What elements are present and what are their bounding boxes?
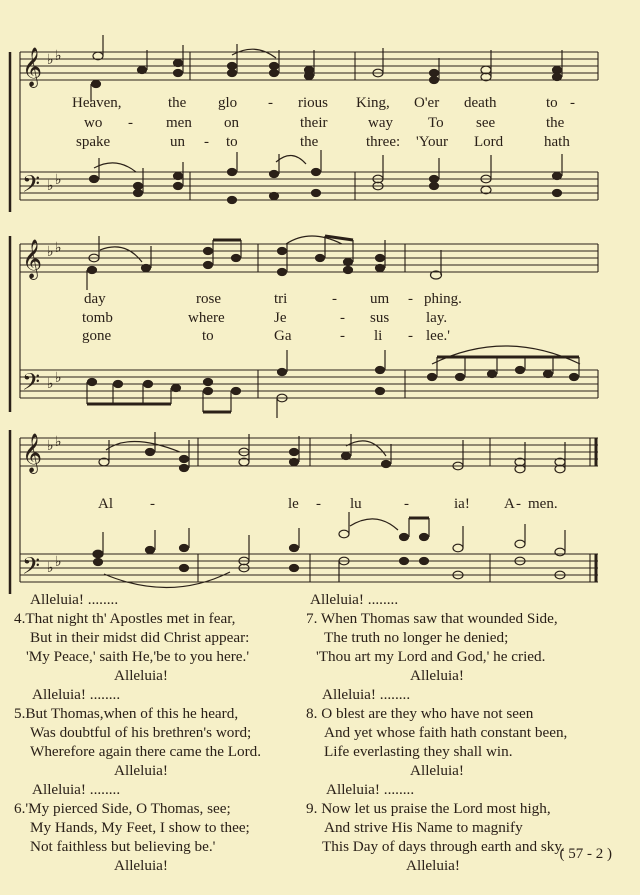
system-3-clefs bbox=[22, 433, 62, 585]
lyric: Ga bbox=[274, 328, 292, 344]
lyric: see bbox=[476, 115, 496, 131]
verse-line: Life everlasting they shall win. bbox=[324, 743, 513, 760]
lyric: - bbox=[570, 95, 575, 111]
lyric: li bbox=[374, 328, 383, 344]
lyric: tri bbox=[274, 291, 288, 307]
lyric: lee.' bbox=[426, 328, 450, 344]
lyric: Je bbox=[274, 310, 287, 326]
lyric: the bbox=[300, 134, 319, 150]
svg-text:𝄢: 𝄢 bbox=[22, 552, 41, 585]
verse-line: 7. When Thomas saw that wounded Side, bbox=[306, 610, 558, 627]
lyric: - bbox=[516, 496, 521, 512]
lyric: King, bbox=[356, 95, 390, 111]
lyric: lu bbox=[350, 496, 362, 512]
lyric: - bbox=[128, 115, 133, 131]
lyric: way bbox=[368, 115, 393, 131]
lyric: the bbox=[546, 115, 565, 131]
svg-text:♭: ♭ bbox=[55, 434, 62, 450]
lyric: To bbox=[428, 115, 444, 131]
lyric: - bbox=[150, 496, 155, 512]
svg-text:♭: ♭ bbox=[47, 376, 54, 392]
verse-line: Alleluia! bbox=[410, 667, 464, 684]
lyric: death bbox=[464, 95, 497, 111]
lyric: wo bbox=[84, 115, 103, 131]
lyric: men. bbox=[528, 496, 558, 512]
verse-line: 'My Peace,' saith He,'be to you here.' bbox=[26, 648, 250, 665]
verse-line: Alleluia! bbox=[406, 857, 460, 874]
lyric: - bbox=[340, 328, 345, 344]
svg-text:𝄞: 𝄞 bbox=[22, 239, 43, 279]
svg-text:𝄞: 𝄞 bbox=[22, 433, 43, 473]
verse-line: But in their midst did Christ appear: bbox=[30, 629, 250, 646]
verse-line: Alleluia! ........ bbox=[32, 781, 121, 798]
verse-line: The truth no longer he denied; bbox=[324, 629, 509, 646]
lyric: Heaven, bbox=[72, 95, 122, 111]
verse-line: 'Thou art my Lord and God,' he cried. bbox=[316, 648, 546, 665]
lyric: rious bbox=[298, 95, 328, 111]
lyric: where bbox=[188, 310, 225, 326]
system-1-clefs bbox=[22, 47, 62, 203]
lyric: - bbox=[408, 328, 413, 344]
lyric: - bbox=[204, 134, 209, 150]
lyric: - bbox=[404, 496, 409, 512]
system-3-notes bbox=[93, 432, 565, 588]
verse-line: Alleluia! bbox=[114, 762, 168, 779]
svg-text:♭: ♭ bbox=[47, 178, 54, 194]
lyric: gone bbox=[82, 328, 112, 344]
lyric: to bbox=[202, 328, 214, 344]
lyric: day bbox=[84, 291, 106, 307]
page-number: ( 57 - 2 ) bbox=[559, 846, 612, 862]
verse-line: 8. O blest are they who have not seen bbox=[306, 705, 534, 722]
lyric: - bbox=[408, 291, 413, 307]
lyric: Lord bbox=[474, 134, 504, 150]
verse-line: Alleluia! ........ bbox=[32, 686, 121, 703]
verse-line: Alleluia! bbox=[114, 667, 168, 684]
verse-line: 9. Now let us praise the Lord most high, bbox=[306, 800, 551, 817]
lyric: 'Your bbox=[416, 134, 449, 150]
verse-line: This Day of days through earth and sky. bbox=[322, 838, 565, 855]
verse-line: 6.'My pierced Side, O Thomas, see; bbox=[14, 800, 231, 817]
lyric: Al bbox=[98, 496, 113, 512]
verse-line: 5.But Thomas,when of this he heard, bbox=[14, 705, 239, 722]
svg-text:𝄢: 𝄢 bbox=[22, 368, 41, 401]
verse-line: Alleluia! bbox=[410, 762, 464, 779]
verse-line: Alleluia! ........ bbox=[310, 591, 399, 608]
lyric: three: bbox=[366, 134, 401, 150]
lyric: - bbox=[316, 496, 321, 512]
verse-line: Alleluia! bbox=[114, 857, 168, 874]
svg-text:𝄢: 𝄢 bbox=[22, 170, 41, 203]
lyric: - bbox=[268, 95, 273, 111]
verse-line: And strive His Name to magnify bbox=[324, 819, 523, 836]
lyric: lay. bbox=[426, 310, 448, 326]
verse-line: Alleluia! ........ bbox=[326, 781, 415, 798]
lyric: on bbox=[224, 115, 239, 131]
svg-text:♭: ♭ bbox=[55, 554, 62, 570]
lyric: sus bbox=[370, 310, 390, 326]
lyric: men bbox=[166, 115, 192, 131]
lyric: hath bbox=[544, 134, 570, 150]
verse-line: And yet whose faith hath constant been, bbox=[324, 724, 568, 741]
lyric: le bbox=[288, 496, 299, 512]
verse-line: Was doubtful of his brethren's word; bbox=[30, 724, 252, 741]
lyric: glo bbox=[218, 95, 238, 111]
lyric: ia! bbox=[454, 496, 470, 512]
lyric: tomb bbox=[82, 310, 113, 326]
svg-text:♭: ♭ bbox=[47, 560, 54, 576]
lyric: rose bbox=[196, 291, 221, 307]
verse-line: Alleluia! ........ bbox=[322, 686, 411, 703]
verse-line: Not faithless but believing be.' bbox=[30, 838, 216, 855]
verse-line: Alleluia! ........ bbox=[30, 591, 119, 608]
svg-text:♭: ♭ bbox=[47, 244, 54, 260]
lyric: spake bbox=[76, 134, 111, 150]
svg-text:♭: ♭ bbox=[55, 240, 62, 256]
lyric: to bbox=[546, 95, 558, 111]
svg-text:♭: ♭ bbox=[55, 370, 62, 386]
lyric: un bbox=[170, 134, 185, 150]
verse-line: Wherefore again there came the Lord. bbox=[30, 743, 262, 760]
svg-text:♭: ♭ bbox=[55, 172, 62, 188]
verse-line: My Hands, My Feet, I show to thee; bbox=[30, 819, 250, 836]
svg-text:♭: ♭ bbox=[47, 438, 54, 454]
lyric: A bbox=[504, 496, 515, 512]
lyric: - bbox=[340, 310, 345, 326]
lyric: um bbox=[370, 291, 390, 307]
verses-left bbox=[14, 590, 310, 875]
lyric: phing. bbox=[424, 291, 462, 307]
svg-text:𝄞: 𝄞 bbox=[22, 47, 43, 87]
lyric: O'er bbox=[414, 95, 440, 111]
verse-line: 4.That night th' Apostles met in fear, bbox=[14, 610, 236, 627]
svg-text:♭: ♭ bbox=[47, 52, 54, 68]
verses-right bbox=[306, 590, 624, 875]
lyric: the bbox=[168, 95, 187, 111]
lyric: their bbox=[300, 115, 328, 131]
svg-text:♭: ♭ bbox=[55, 48, 62, 64]
lyric: - bbox=[332, 291, 337, 307]
lyric: to bbox=[226, 134, 238, 150]
